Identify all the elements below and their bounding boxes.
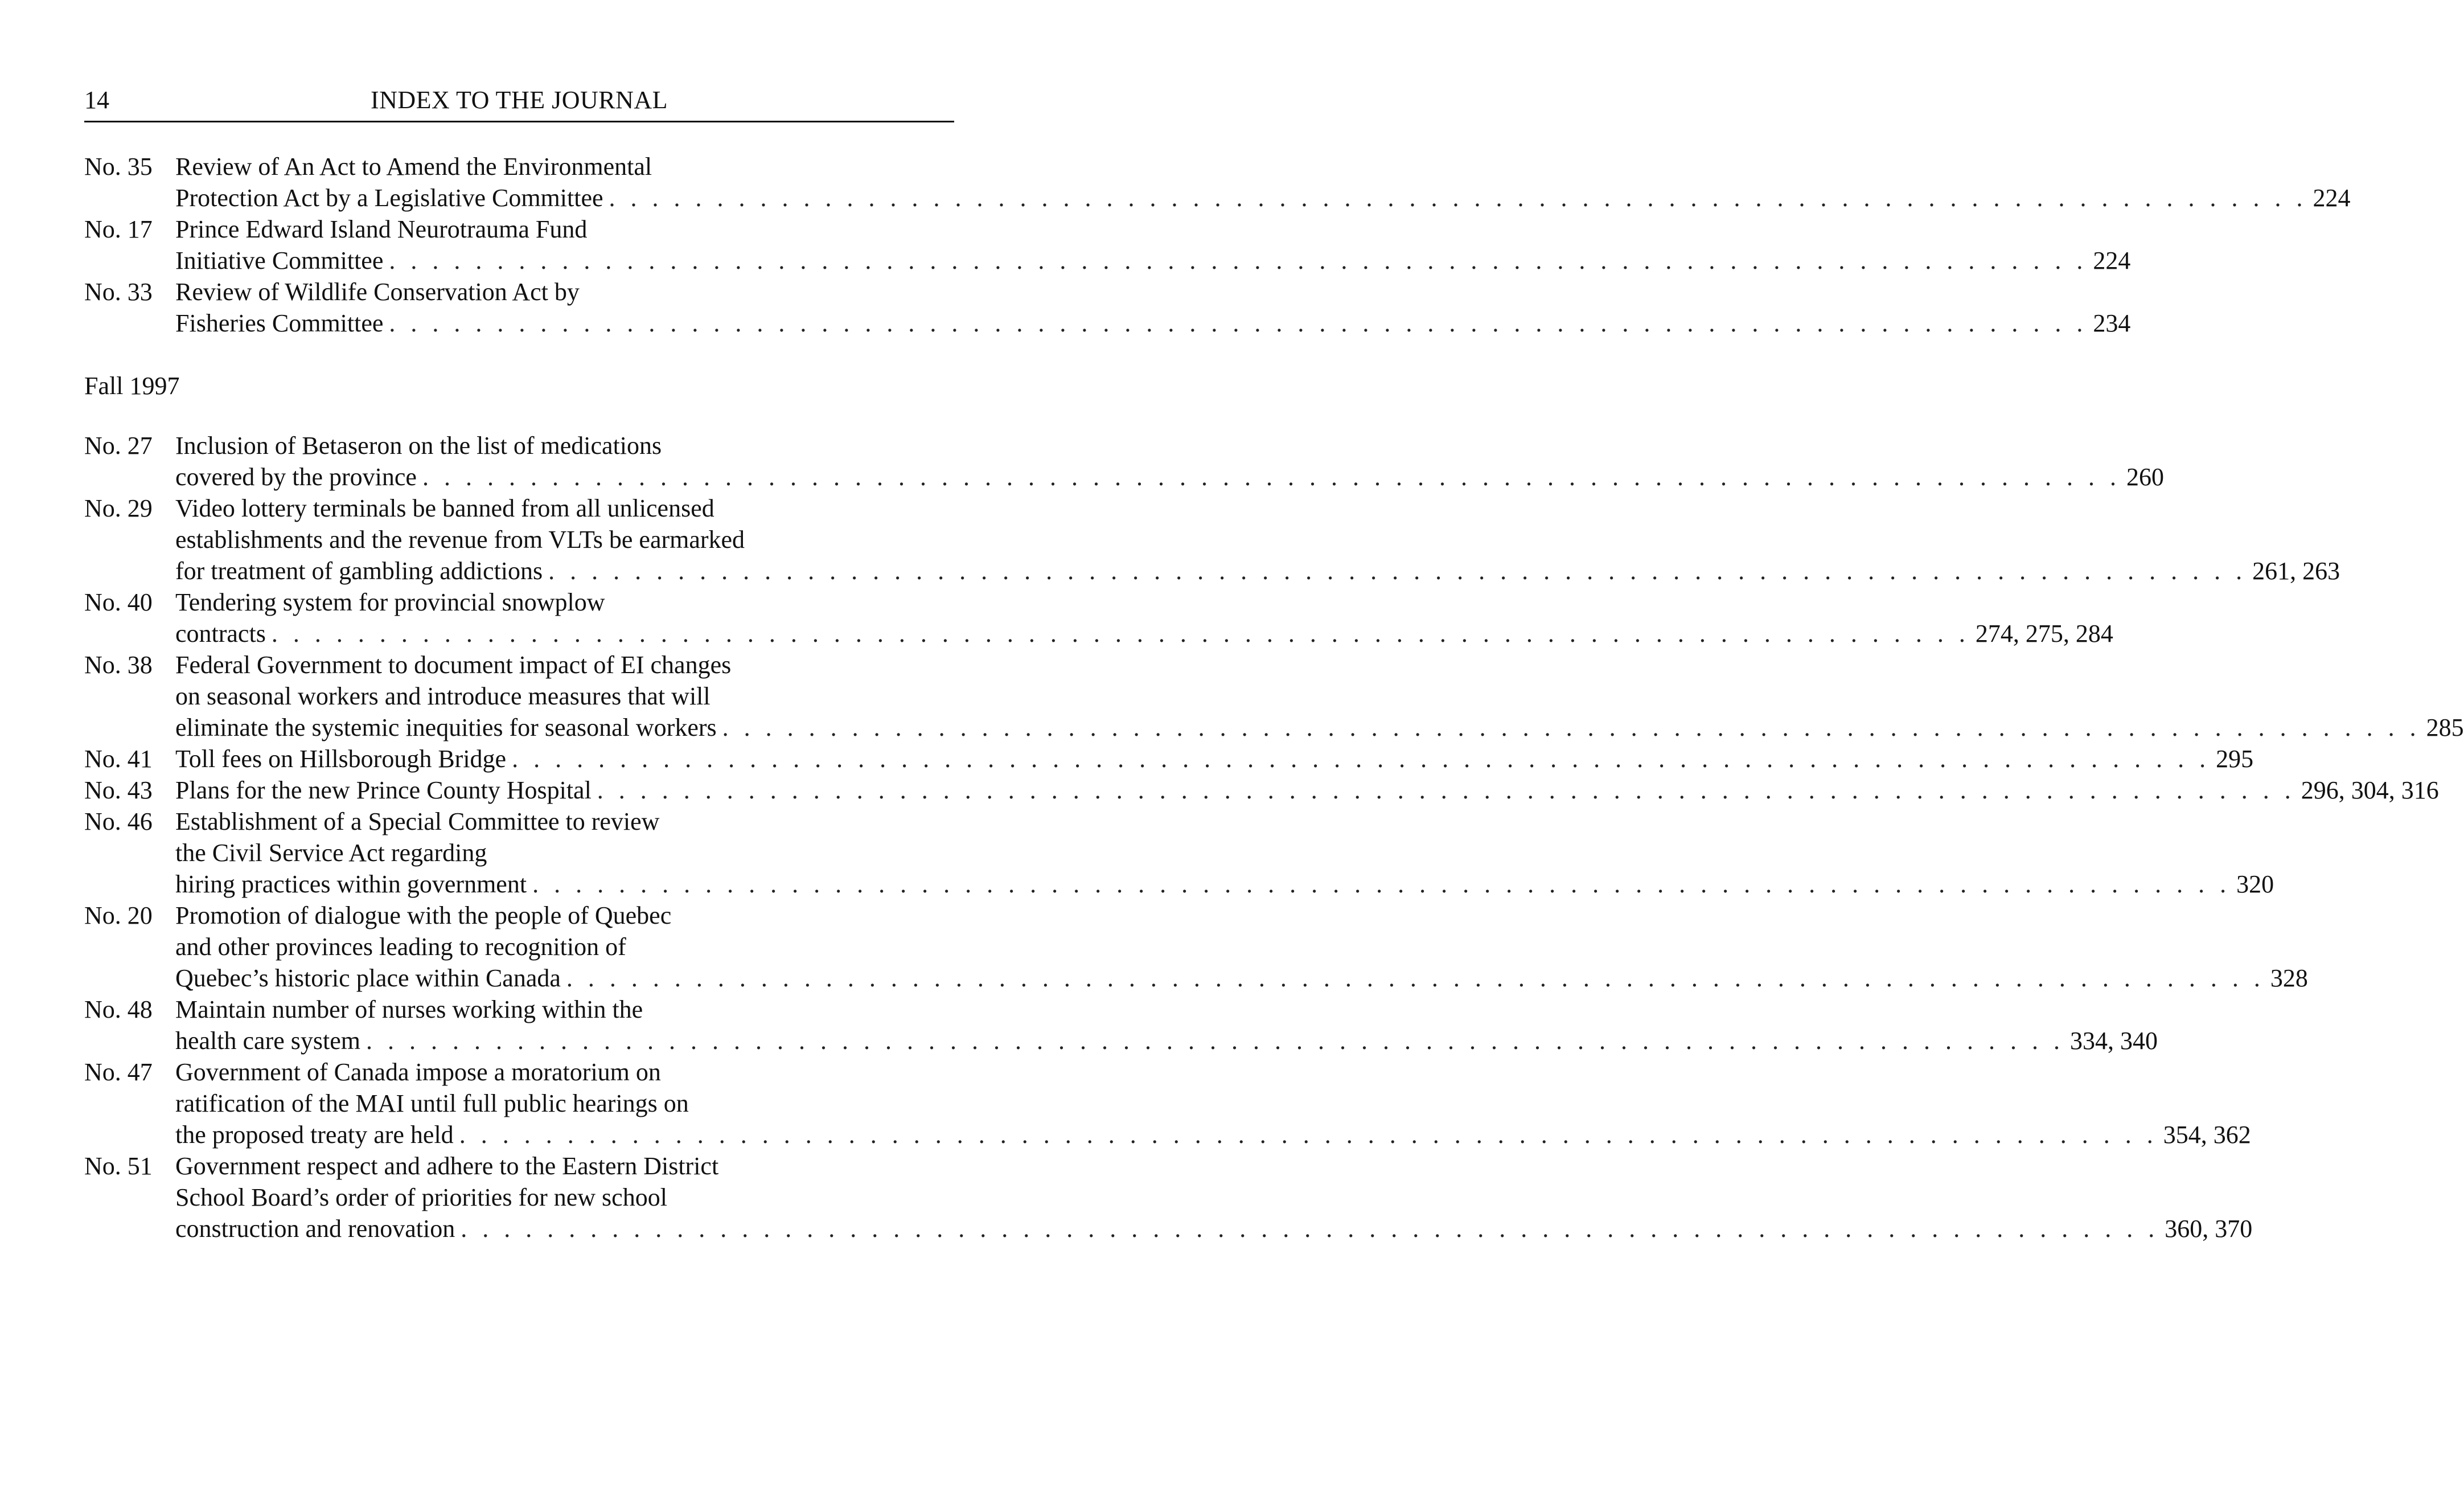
entry-last-line: [175, 245, 2131, 276]
dot-leader: . . . . . . . . . . . . . . . . . . . . . . . . . . . . . . . . . . . . . . . . . . . . . . . . . . . . . . . . . . . . . . . . . . . . . . . . . . . . . . .: [389, 247, 2088, 274]
motion-number: No. 40: [84, 588, 153, 616]
entry-line: eliminate the systemic inequities for seasonal workers: [175, 714, 717, 741]
entry-line: establishments and the revenue from VLTs be earmarked: [175, 526, 745, 554]
index-entry: [84, 649, 2464, 743]
entry-line: Initiative Committee: [175, 247, 384, 274]
index-entry: [84, 743, 2254, 775]
entry-line: Protection Act by a Legislative Committee: [175, 184, 603, 212]
entry-line: health care system: [175, 1027, 360, 1055]
page-header: [84, 85, 954, 120]
entry-description: [175, 276, 2131, 339]
entry-last-line: [175, 555, 2340, 587]
entry-last-line: [175, 775, 2439, 806]
dot-leader: . . . . . . . . . . . . . . . . . . . . . . . . . . . . . . . . . . . . . . . . . . . . . . . . . . . . . . . . . . . . . . . . . . . . . . . . . . . . . . .: [597, 776, 2295, 804]
dot-leader: . . . . . . . . . . . . . . . . . . . . . . . . . . . . . . . . . . . . . . . . . . . . . . . . . . . . . . . . . . . . . . . . . . . . . . . . . . . . . . .: [389, 309, 2088, 337]
entry-last-line: [175, 743, 2254, 775]
entry-description: [175, 587, 2113, 649]
entry-line: for treatment of gambling addictions: [175, 557, 543, 585]
entry-line: covered by the province: [175, 463, 417, 491]
motion-number: No. 33: [84, 278, 153, 306]
index-entry: [84, 493, 2340, 587]
entry-last-line: [175, 1025, 2158, 1056]
dot-leader: . . . . . . . . . . . . . . . . . . . . . . . . . . . . . . . . . . . . . . . . . . . . . . . . . . . . . . . . . . . . . . . . . . . . . . . . . . . . . . .: [722, 714, 2421, 741]
dot-leader: . . . . . . . . . . . . . . . . . . . . . . . . . . . . . . . . . . . . . . . . . . . . . . . . . . . . . . . . . . . . . . . . . . . . . . . . . . . . . . .: [548, 557, 2247, 585]
entry-line: on seasonal workers and introduce measures that will: [175, 682, 711, 710]
entry-line: Quebec’s historic place within Canada: [175, 964, 561, 992]
motion-number: No. 46: [84, 808, 153, 835]
index-content: [84, 151, 2464, 1244]
entry-last-line: [175, 868, 2274, 900]
index-entry: [84, 900, 2308, 994]
entry-line: Fisheries Committee: [175, 309, 384, 337]
index-entry: [84, 806, 2274, 900]
page-reference: 285: [2426, 714, 2464, 741]
motion-number: No. 17: [84, 215, 153, 243]
motion-number: No. 35: [84, 153, 153, 181]
page-reference: 295: [2216, 745, 2254, 773]
entry-line: Promotion of dialogue with the people of Quebec: [175, 901, 672, 929]
running-title: INDEX TO THE JOURNAL: [370, 86, 668, 114]
page-reference: 261, 263: [2252, 557, 2340, 585]
page-reference: 224: [2093, 247, 2131, 274]
entry-line: Maintain number of nurses working within the: [175, 995, 643, 1023]
motion-number: No. 27: [84, 432, 153, 460]
page-reference: 354, 362: [2163, 1121, 2251, 1149]
motion-number: No. 43: [84, 776, 153, 804]
dot-leader: . . . . . . . . . . . . . . . . . . . . . . . . . . . . . . . . . . . . . . . . . . . . . . . . . . . . . . . . . . . . . . . . . . . . . . . . . . . . . . .: [366, 1027, 2064, 1055]
index-entry: [84, 1056, 2251, 1150]
entry-description: [175, 900, 2308, 994]
entry-line: Review of Wildlife Conservation Act by: [175, 278, 580, 306]
header-rule: [84, 121, 954, 122]
entry-last-line: [175, 182, 2351, 214]
entry-description: [175, 775, 2439, 806]
entry-last-line: [175, 461, 2164, 493]
entry-line: the Civil Service Act regarding: [175, 839, 487, 867]
index-entry: [84, 587, 2113, 649]
entry-last-line: [175, 962, 2308, 994]
page-reference: 360, 370: [2165, 1215, 2253, 1243]
index-entry: [84, 775, 2439, 806]
entry-description: [175, 493, 2340, 587]
entry-description: [175, 743, 2254, 775]
dot-leader: . . . . . . . . . . . . . . . . . . . . . . . . . . . . . . . . . . . . . . . . . . . . . . . . . . . . . . . . . . . . . . . . . . . . . . . . . . . . . . .: [459, 1121, 2158, 1149]
motion-number: No. 29: [84, 494, 153, 522]
page-reference: 320: [2236, 870, 2274, 898]
entry-line: Prince Edward Island Neurotrauma Fund: [175, 215, 588, 243]
motion-number: No. 51: [84, 1152, 153, 1180]
entry-description: [175, 430, 2164, 493]
motion-number: No. 20: [84, 901, 153, 929]
dot-leader: . . . . . . . . . . . . . . . . . . . . . . . . . . . . . . . . . . . . . . . . . . . . . . . . . . . . . . . . . . . . . . . . . . . . . . . . . . . . . . .: [271, 620, 1970, 648]
entry-description: [175, 649, 2464, 743]
entry-description: [175, 214, 2131, 276]
dot-leader: . . . . . . . . . . . . . . . . . . . . . . . . . . . . . . . . . . . . . . . . . . . . . . . . . . . . . . . . . . . . . . . . . . . . . . . . . . . . . . .: [461, 1215, 2159, 1243]
entry-last-line: [175, 1119, 2251, 1150]
entry-description: [175, 806, 2274, 900]
entry-line: Tendering system for provincial snowplow: [175, 588, 605, 616]
index-entry: [84, 151, 2351, 214]
motion-number: No. 41: [84, 745, 153, 773]
entry-line: Federal Government to document impact of EI changes: [175, 651, 732, 679]
dot-leader: . . . . . . . . . . . . . . . . . . . . . . . . . . . . . . . . . . . . . . . . . . . . . . . . . . . . . . . . . . . . . . . . . . . . . . . . . . . . . . .: [422, 463, 2121, 491]
page-number: 14: [84, 86, 109, 114]
entry-line: Plans for the new Prince County Hospital: [175, 776, 592, 804]
entry-line: and other provinces leading to recognition of: [175, 933, 626, 961]
entry-line: Review of An Act to Amend the Environmental: [175, 153, 652, 181]
entry-line: Inclusion of Betaseron on the list of medications: [175, 432, 662, 460]
entry-description: [175, 1056, 2251, 1150]
entry-last-line: [175, 712, 2464, 743]
entry-description: [175, 994, 2158, 1056]
entry-line: School Board’s order of priorities for new school: [175, 1183, 667, 1211]
page-reference: 224: [2313, 184, 2351, 212]
entry-last-line: [175, 308, 2131, 339]
entry-line: the proposed treaty are held: [175, 1121, 454, 1149]
page-reference: 260: [2126, 463, 2164, 491]
index-entry: [84, 430, 2164, 493]
entry-description: [175, 1150, 2253, 1244]
dot-leader: . . . . . . . . . . . . . . . . . . . . . . . . . . . . . . . . . . . . . . . . . . . . . . . . . . . . . . . . . . . . . . . . . . . . . . . . . . . . . . .: [609, 184, 2307, 212]
entry-line: construction and renovation: [175, 1215, 455, 1243]
index-entry: [84, 276, 2131, 339]
entry-line: Government of Canada impose a moratorium on: [175, 1058, 661, 1086]
dot-leader: . . . . . . . . . . . . . . . . . . . . . . . . . . . . . . . . . . . . . . . . . . . . . . . . . . . . . . . . . . . . . . . . . . . . . . . . . . . . . . .: [512, 745, 2211, 773]
entry-line: Government respect and adhere to the Eastern District: [175, 1152, 719, 1180]
entry-line: Establishment of a Special Committee to review: [175, 808, 660, 835]
entry-line: ratification of the MAI until full public hearings on: [175, 1089, 689, 1117]
entry-last-line: [175, 1213, 2253, 1244]
motion-number: No. 47: [84, 1058, 153, 1086]
index-entry: [84, 994, 2158, 1056]
page-reference: 328: [2270, 964, 2308, 992]
entry-line: Toll fees on Hillsborough Bridge: [175, 745, 507, 773]
dot-leader: . . . . . . . . . . . . . . . . . . . . . . . . . . . . . . . . . . . . . . . . . . . . . . . . . . . . . . . . . . . . . . . . . . . . . . . . . . . . . . .: [566, 964, 2265, 992]
page-reference: 334, 340: [2069, 1027, 2158, 1055]
page-reference: 234: [2093, 309, 2131, 337]
entry-last-line: [175, 618, 2113, 649]
entry-line: Video lottery terminals be banned from all unlicensed: [175, 494, 714, 522]
index-entry: [84, 1150, 2253, 1244]
entry-line: contracts: [175, 620, 266, 648]
index-entry: [84, 214, 2131, 276]
section-heading: Fall 1997: [84, 372, 180, 400]
motion-number: No. 48: [84, 995, 153, 1023]
page-reference: 296, 304, 316: [2301, 776, 2439, 804]
motion-number: No. 38: [84, 651, 153, 679]
dot-leader: . . . . . . . . . . . . . . . . . . . . . . . . . . . . . . . . . . . . . . . . . . . . . . . . . . . . . . . . . . . . . . . . . . . . . . . . . . . . . . .: [532, 870, 2231, 898]
entry-line: hiring practices within government: [175, 870, 527, 898]
page-reference: 274, 275, 284: [1975, 620, 2113, 648]
entry-description: [175, 151, 2351, 214]
